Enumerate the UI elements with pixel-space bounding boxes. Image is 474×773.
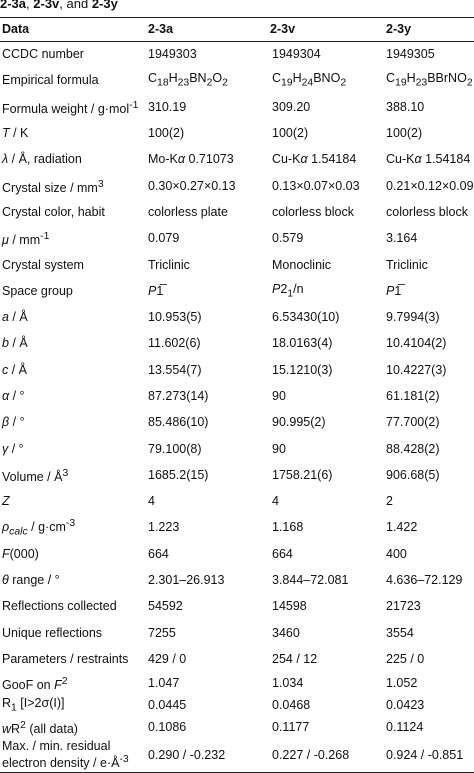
value-2-3y: Triclinic bbox=[386, 257, 428, 272]
value-2-3y: 61.181(2) bbox=[386, 389, 440, 403]
row-label: Parameters / restraints bbox=[2, 651, 129, 666]
value-2-3v: 18.0163(4) bbox=[272, 336, 333, 351]
row-label: Unique reflections bbox=[2, 625, 103, 640]
row-label: Volume / $Å^3$ bbox=[2, 467, 69, 484]
value-2-3a: 7255 bbox=[148, 625, 176, 640]
value-2-3v: colorless block bbox=[272, 204, 354, 219]
table-row bbox=[0, 462, 474, 488]
table-row bbox=[0, 331, 474, 357]
row-label: λ / Å, radiation bbox=[2, 152, 82, 167]
value-2-3a: 11.602(6) bbox=[148, 336, 201, 351]
table-row bbox=[0, 94, 474, 120]
row-label: Max. / min. residual electron density / $e\cdot Å^{-3}$ bbox=[2, 739, 129, 771]
value-2-3y: 0.0423 bbox=[386, 698, 425, 713]
row-label: F(000) bbox=[2, 546, 39, 561]
value-2-3a: 1949303 bbox=[148, 47, 197, 62]
value-2-3v: 0.13×0.07×0.03 bbox=[272, 178, 360, 193]
row-label: T / K bbox=[2, 126, 29, 141]
table-row bbox=[0, 717, 474, 739]
value-2-3v: 664 bbox=[272, 546, 293, 561]
row-label: Crystal color, habit bbox=[2, 204, 105, 219]
value-2-3y: 3554 bbox=[386, 625, 414, 640]
table-row bbox=[0, 739, 474, 773]
value-2-3y: 88.428(2) bbox=[386, 441, 440, 456]
value-2-3y: 3.164 bbox=[386, 231, 418, 246]
row-label: α / ° bbox=[2, 389, 25, 403]
table-row bbox=[0, 278, 474, 304]
value-2-3v: 1.034 bbox=[272, 676, 304, 691]
value-2-3a: 79.100(8) bbox=[148, 441, 202, 456]
row-label: Z bbox=[2, 494, 10, 509]
table-row bbox=[0, 515, 474, 541]
value-2-3v: 3460 bbox=[272, 625, 300, 640]
value-2-3v: $P2_1/n$ bbox=[272, 281, 304, 300]
table-row bbox=[0, 567, 474, 593]
value-2-3a: 0.290 / -0.232 bbox=[148, 747, 226, 762]
header-2-3y: 2-3y bbox=[386, 22, 412, 36]
table-row bbox=[0, 383, 474, 409]
value-2-3a: colorless plate bbox=[148, 204, 228, 219]
value-2-3a: 429 / 0 bbox=[148, 651, 187, 666]
value-2-3y: 10.4104(2) bbox=[386, 336, 447, 351]
value-2-3y: 9.7994(3) bbox=[386, 310, 440, 325]
row-label: β / ° bbox=[2, 415, 25, 430]
table-row bbox=[0, 646, 474, 672]
value-2-3a: 0.30×0.27×0.13 bbox=[148, 178, 236, 193]
table-row bbox=[0, 695, 474, 717]
value-2-3a: 85.486(10) bbox=[148, 415, 209, 430]
table-row bbox=[0, 410, 474, 436]
value-2-3y: 388.10 bbox=[386, 99, 425, 114]
table-row bbox=[0, 226, 474, 252]
table-row bbox=[0, 252, 474, 278]
value-2-3a: 54592 bbox=[148, 599, 183, 614]
value-2-3a: 4 bbox=[148, 494, 155, 509]
value-2-3v: 90 bbox=[272, 389, 286, 403]
table-row bbox=[0, 42, 474, 68]
value-2-3a: 0.0445 bbox=[148, 698, 187, 713]
row-label: Crystal system bbox=[2, 257, 84, 272]
value-2-3y: 4.636–72.129 bbox=[386, 573, 463, 588]
row-label: θ range / ° bbox=[2, 573, 60, 588]
table-row bbox=[0, 489, 474, 515]
value-2-3a: 13.554(7) bbox=[148, 362, 202, 377]
value-2-3v: 1758.21(6) bbox=[272, 467, 333, 482]
value-2-3v: 0.227 / -0.268 bbox=[272, 747, 350, 762]
value-2-3v: 0.0468 bbox=[272, 698, 311, 713]
value-2-3a: 87.273(14) bbox=[148, 389, 209, 403]
value-2-3v: 100(2) bbox=[272, 126, 309, 141]
table-caption: 2-3a, 2-3v, and 2-3y bbox=[0, 0, 118, 11]
table-row bbox=[0, 436, 474, 462]
value-2-3v: 0.579 bbox=[272, 231, 304, 246]
value-2-3a: 100(2) bbox=[148, 126, 185, 141]
value-2-3y: 1949305 bbox=[386, 47, 435, 62]
value-2-3a: 1.047 bbox=[148, 676, 180, 691]
value-2-3a: 0.1086 bbox=[148, 720, 187, 735]
table-row bbox=[0, 357, 474, 383]
row-label: Crystal size / $mm^3$ bbox=[2, 178, 104, 195]
table-row bbox=[0, 68, 474, 94]
table-row bbox=[0, 147, 474, 173]
table-row bbox=[0, 199, 474, 225]
row-label: c / Å bbox=[2, 362, 28, 377]
value-2-3v: 1949304 bbox=[272, 47, 321, 62]
value-2-3y: 1.422 bbox=[386, 520, 418, 535]
value-2-3y: 400 bbox=[386, 546, 407, 561]
table-row bbox=[0, 173, 474, 199]
row-label: Empirical formula bbox=[2, 73, 99, 88]
value-2-3a: 2.301–26.913 bbox=[148, 573, 225, 588]
value-2-3v: 90.995(2) bbox=[272, 415, 326, 430]
value-2-3a: P1̅ bbox=[148, 283, 164, 298]
value-2-3y: Cu-Kα 1.54184 bbox=[386, 152, 471, 167]
row-label: μ / $mm^{-1}$ bbox=[2, 231, 50, 248]
value-2-3y: 0.1124 bbox=[386, 720, 424, 735]
value-2-3y: 10.4227(3) bbox=[386, 362, 447, 377]
value-2-3y: 906.68(5) bbox=[386, 467, 440, 482]
header-2-3v: 2-3v bbox=[270, 22, 296, 36]
row-label: γ / ° bbox=[2, 441, 24, 456]
value-2-3v: $C_{19}H_{24}BNO_2$ bbox=[272, 71, 347, 89]
value-2-3a: $C_{18}H_{23}BN_2O_2$ bbox=[148, 71, 228, 89]
value-2-3a: Mo-Kα 0.71073 bbox=[148, 152, 234, 167]
value-2-3v: 309.20 bbox=[272, 99, 311, 114]
row-label: Reflections collected bbox=[2, 599, 117, 614]
value-2-3v: 1.168 bbox=[272, 520, 304, 535]
table-row bbox=[0, 304, 474, 330]
value-2-3v: 6.53430(10) bbox=[272, 310, 340, 325]
value-2-3y: P1̅ bbox=[386, 283, 402, 298]
value-2-3v: 254 / 12 bbox=[272, 651, 318, 666]
table-row bbox=[0, 673, 474, 695]
value-2-3a: 1685.2(15) bbox=[148, 467, 209, 482]
value-2-3a: 10.953(5) bbox=[148, 310, 202, 325]
header-2-3a: 2-3a bbox=[148, 22, 174, 36]
value-2-3y: 0.924 / -0.851 bbox=[386, 747, 464, 762]
value-2-3a: 0.079 bbox=[148, 231, 180, 246]
value-2-3y: 1.052 bbox=[386, 676, 418, 691]
value-2-3y: 100(2) bbox=[386, 126, 423, 141]
value-2-3v: 4 bbox=[272, 494, 279, 509]
table-row bbox=[0, 594, 474, 620]
value-2-3v: 3.844–72.081 bbox=[272, 573, 349, 588]
value-2-3y: 0.21×0.12×0.09 bbox=[386, 178, 474, 193]
header-data: Data bbox=[2, 22, 30, 36]
value-2-3a: 664 bbox=[148, 546, 169, 561]
value-2-3y: 21723 bbox=[386, 599, 421, 614]
value-2-3v: 15.1210(3) bbox=[272, 362, 333, 377]
value-2-3v: Cu-Kα 1.54184 bbox=[272, 152, 357, 167]
table-header-row bbox=[0, 18, 474, 42]
row-label: b / Å bbox=[2, 336, 28, 351]
value-2-3y: colorless block bbox=[386, 204, 468, 219]
value-2-3y: 225 / 0 bbox=[386, 651, 425, 666]
value-2-3v: 0.1177 bbox=[272, 720, 310, 735]
row-label: Space group bbox=[2, 283, 73, 298]
row-label: GooF on $F^2$ bbox=[2, 676, 68, 693]
value-2-3a: 310.19 bbox=[148, 99, 187, 114]
table-row bbox=[0, 120, 474, 146]
value-2-3a: 1.223 bbox=[148, 520, 180, 535]
crystal-data-table bbox=[0, 17, 474, 773]
row-label: $\rho_{calc} / g\cdot cm^{-3}$ bbox=[2, 518, 76, 538]
value-2-3y: 2 bbox=[386, 494, 393, 509]
table-row bbox=[0, 620, 474, 646]
value-2-3v: Monoclinic bbox=[272, 257, 332, 272]
row-label: $R_1$ [I>2σ(I)] bbox=[2, 695, 65, 714]
row-label: Formula weight / g·mol$^{-1}$ bbox=[2, 99, 139, 116]
row-label: $wR^2$ (all data) bbox=[2, 720, 78, 737]
value-2-3y: $C_{19}H_{23}BBrNO_2$ bbox=[386, 71, 473, 89]
value-2-3v: 90 bbox=[272, 441, 286, 456]
value-2-3a: Triclinic bbox=[148, 257, 190, 272]
value-2-3y: 77.700(2) bbox=[386, 415, 440, 430]
row-label: CCDC number bbox=[2, 47, 84, 62]
row-label: a / Å bbox=[2, 310, 28, 325]
table-row bbox=[0, 541, 474, 567]
value-2-3v: 14598 bbox=[272, 599, 307, 614]
